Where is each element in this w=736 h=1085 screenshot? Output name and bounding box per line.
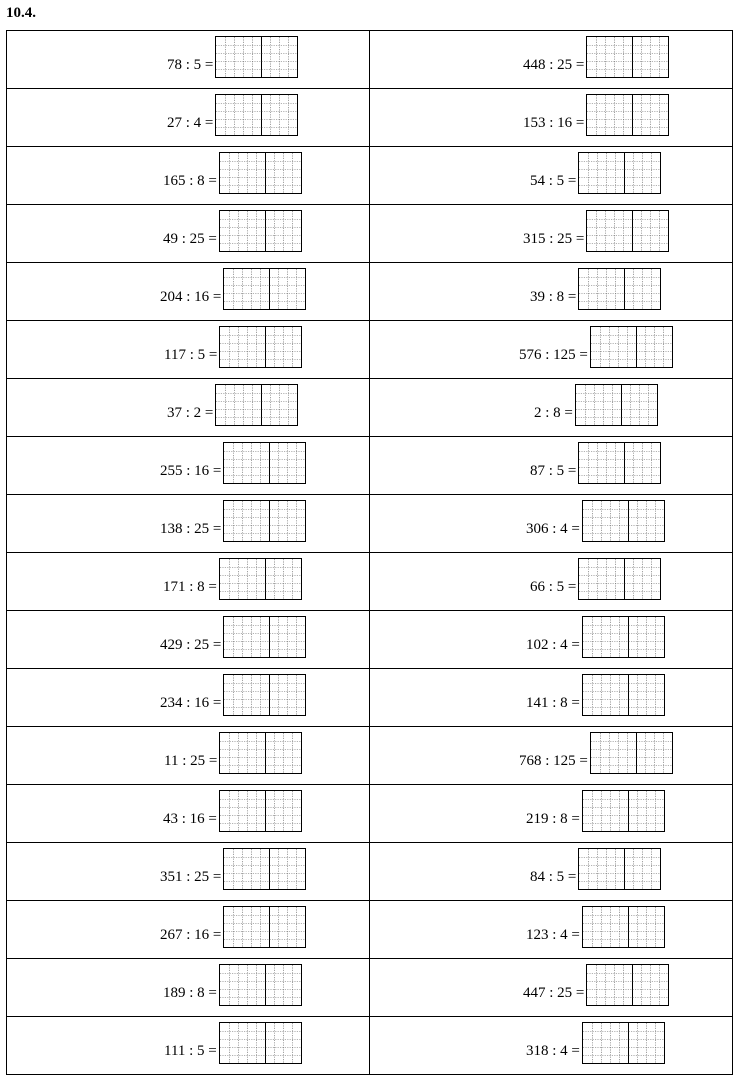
answer-grid[interactable] [578, 558, 661, 600]
answer-grid[interactable] [219, 790, 302, 832]
problem-cell [7, 321, 370, 379]
problem-cell [7, 553, 370, 611]
division-problem [523, 964, 669, 1006]
division-problem [530, 848, 661, 890]
division-expression: 87 : 5 = [530, 463, 577, 479]
division-expression: 768 : 125 = [519, 753, 588, 769]
answer-grid[interactable] [578, 268, 661, 310]
answer-grid[interactable] [578, 848, 661, 890]
problem-cell [7, 611, 370, 669]
division-expression: 27 : 4 = [167, 115, 214, 131]
answer-grid[interactable] [215, 94, 298, 136]
problem-cell [7, 785, 370, 843]
division-expression: 117 : 5 = [164, 347, 218, 363]
answer-grid[interactable] [223, 848, 306, 890]
table-row [7, 263, 733, 321]
problem-cell [370, 263, 733, 321]
division-expression: 11 : 25 = [164, 753, 218, 769]
answer-grid[interactable] [223, 906, 306, 948]
division-problem [519, 732, 673, 774]
problem-cell [370, 959, 733, 1017]
division-problem [167, 36, 298, 78]
answer-grid[interactable] [582, 674, 665, 716]
problem-cell [7, 901, 370, 959]
division-expression: 54 : 5 = [530, 173, 577, 189]
division-expression: 576 : 125 = [519, 347, 588, 363]
problem-cell [370, 1017, 733, 1075]
division-problem [523, 210, 669, 252]
problem-cell [370, 901, 733, 959]
division-expression: 351 : 25 = [160, 869, 222, 885]
division-expression: 255 : 16 = [160, 463, 222, 479]
answer-grid[interactable] [582, 1022, 665, 1064]
division-problem [164, 1022, 302, 1064]
answer-grid[interactable] [215, 384, 298, 426]
division-problem [164, 326, 302, 368]
table-row [7, 553, 733, 611]
answer-grid[interactable] [223, 674, 306, 716]
problem-cell [7, 31, 370, 89]
division-expression: 123 : 4 = [526, 927, 580, 943]
division-expression: 66 : 5 = [530, 579, 577, 595]
table-row [7, 843, 733, 901]
division-problem [534, 384, 658, 426]
problem-cell [7, 727, 370, 785]
division-problem [163, 790, 302, 832]
answer-grid[interactable] [223, 616, 306, 658]
division-problem [526, 1022, 665, 1064]
division-expression: 43 : 16 = [163, 811, 217, 827]
division-expression: 219 : 8 = [526, 811, 580, 827]
division-problem [163, 964, 302, 1006]
division-expression: 39 : 8 = [530, 289, 577, 305]
division-problem [523, 94, 669, 136]
answer-grid[interactable] [590, 732, 673, 774]
problem-cell [370, 321, 733, 379]
problem-cell [7, 437, 370, 495]
division-expression: 138 : 25 = [160, 521, 222, 537]
division-expression: 306 : 4 = [526, 521, 580, 537]
problem-cell [7, 669, 370, 727]
division-problem [160, 442, 306, 484]
answer-grid[interactable] [582, 790, 665, 832]
answer-grid[interactable] [223, 442, 306, 484]
table-row [7, 901, 733, 959]
division-problem [164, 732, 302, 774]
answer-grid[interactable] [586, 36, 669, 78]
division-expression: 448 : 25 = [523, 57, 585, 73]
table-row [7, 379, 733, 437]
problem-cell [7, 843, 370, 901]
division-expression: 37 : 2 = [167, 405, 214, 421]
division-expression: 111 : 5 = [164, 1043, 217, 1059]
answer-grid[interactable] [219, 210, 302, 252]
division-problem [167, 384, 298, 426]
problem-cell [7, 263, 370, 321]
answer-grid[interactable] [582, 500, 665, 542]
table-row [7, 31, 733, 89]
problem-cell [370, 553, 733, 611]
answer-grid[interactable] [219, 732, 302, 774]
division-expression: 171 : 8 = [163, 579, 217, 595]
division-problem [160, 500, 306, 542]
table-row [7, 727, 733, 785]
division-expression: 234 : 16 = [160, 695, 222, 711]
division-problem [530, 442, 661, 484]
division-expression: 78 : 5 = [167, 57, 214, 73]
problem-cell [370, 495, 733, 553]
division-expression: 318 : 4 = [526, 1043, 580, 1059]
division-expression: 204 : 16 = [160, 289, 222, 305]
answer-grid[interactable] [219, 1022, 302, 1064]
problem-cell [370, 89, 733, 147]
answer-grid[interactable] [582, 616, 665, 658]
table-row [7, 321, 733, 379]
division-problem [163, 210, 302, 252]
table-row [7, 437, 733, 495]
table-row [7, 147, 733, 205]
answer-grid[interactable] [582, 906, 665, 948]
answer-grid[interactable] [219, 558, 302, 600]
problem-cell [370, 669, 733, 727]
answer-grid[interactable] [219, 964, 302, 1006]
division-problem [526, 790, 665, 832]
answer-grid[interactable] [586, 210, 669, 252]
problem-cell [370, 785, 733, 843]
division-problem [163, 558, 302, 600]
division-expression: 315 : 25 = [523, 231, 585, 247]
problem-cell [370, 31, 733, 89]
division-expression: 49 : 25 = [163, 231, 217, 247]
problem-cell [7, 495, 370, 553]
exercise-number: 10.4. [6, 5, 36, 21]
problem-cell [7, 959, 370, 1017]
division-problem [530, 558, 661, 600]
answer-grid[interactable] [578, 442, 661, 484]
problem-cell [370, 727, 733, 785]
division-problem [526, 674, 665, 716]
problem-cell [370, 379, 733, 437]
division-expression: 141 : 8 = [526, 695, 580, 711]
answer-grid[interactable] [215, 36, 298, 78]
division-problem [526, 906, 665, 948]
answer-grid[interactable] [219, 152, 302, 194]
division-problem [160, 268, 306, 310]
division-expression: 153 : 16 = [523, 115, 585, 131]
division-expression: 102 : 4 = [526, 637, 580, 653]
exercise-table [6, 30, 733, 1075]
division-problem [530, 152, 661, 194]
answer-grid[interactable] [586, 964, 669, 1006]
division-expression: 165 : 8 = [163, 173, 217, 189]
division-problem [526, 500, 665, 542]
division-problem [519, 326, 673, 368]
division-expression: 267 : 16 = [160, 927, 222, 943]
division-problem [163, 152, 302, 194]
problem-cell [7, 379, 370, 437]
problem-cell [7, 89, 370, 147]
table-row [7, 1017, 733, 1075]
answer-grid[interactable] [590, 326, 673, 368]
division-expression: 189 : 8 = [163, 985, 217, 1001]
division-problem [160, 906, 306, 948]
problem-cell [7, 205, 370, 263]
division-problem [530, 268, 661, 310]
division-expression: 429 : 25 = [160, 637, 222, 653]
table-row [7, 205, 733, 263]
division-expression: 447 : 25 = [523, 985, 585, 1001]
problem-cell [370, 437, 733, 495]
table-row [7, 495, 733, 553]
table-row [7, 669, 733, 727]
table-row [7, 959, 733, 1017]
table-row [7, 785, 733, 843]
division-problem [526, 616, 665, 658]
answer-grid[interactable] [586, 94, 669, 136]
answer-grid[interactable] [219, 326, 302, 368]
division-expression: 84 : 5 = [530, 869, 577, 885]
division-problem [160, 616, 306, 658]
division-problem [167, 94, 298, 136]
problem-cell [7, 147, 370, 205]
answer-grid[interactable] [223, 500, 306, 542]
answer-grid[interactable] [575, 384, 658, 426]
table-row [7, 89, 733, 147]
division-expression: 2 : 8 = [534, 405, 573, 421]
answer-grid[interactable] [223, 268, 306, 310]
problem-cell [370, 611, 733, 669]
problem-cell [370, 147, 733, 205]
table-row [7, 611, 733, 669]
division-problem [160, 848, 306, 890]
division-problem [160, 674, 306, 716]
division-problem [523, 36, 669, 78]
problem-cell [370, 205, 733, 263]
problem-cell [370, 843, 733, 901]
answer-grid[interactable] [578, 152, 661, 194]
problem-cell [7, 1017, 370, 1075]
